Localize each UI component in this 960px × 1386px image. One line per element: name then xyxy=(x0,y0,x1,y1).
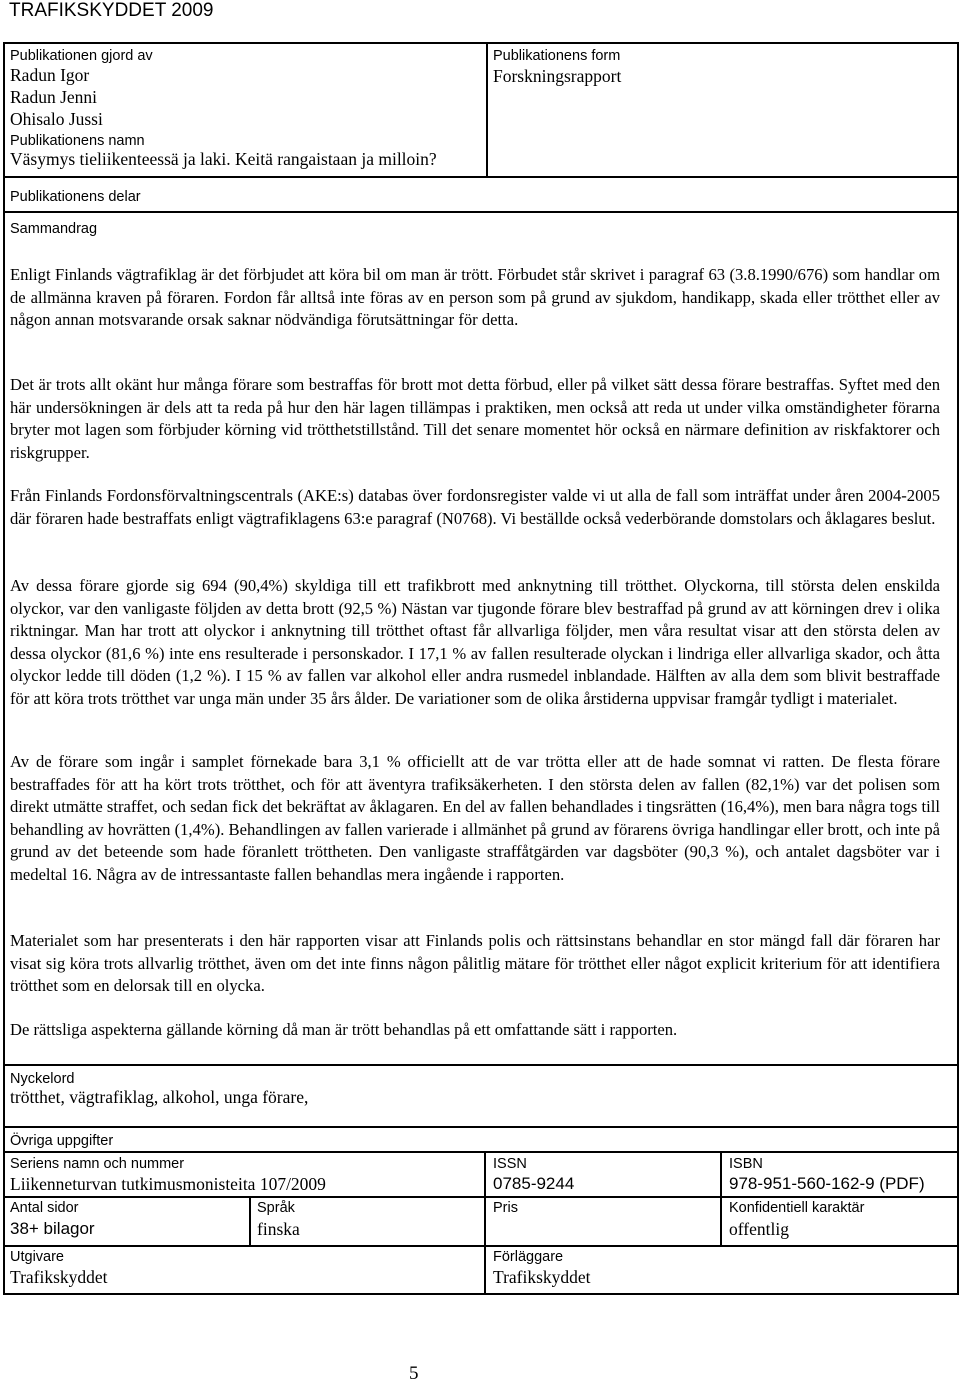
publication-form: Forskningsrapport xyxy=(493,66,622,86)
confidential-value: offentlig xyxy=(729,1219,789,1239)
col-divider-pages xyxy=(249,1196,251,1245)
summary-paragraph-3: Från Finlands Fordonsförvaltningscentrals (AKE:s) databas över fordonsregister valde vi ut alla de fall som inträffat under åren 2004-2005 där föraren hade bestraffats enligt vägtrafiklagens 63:e paragraf (N0768). Vi beställde också vederbörande domstolars och åklagares beslut. xyxy=(10,486,940,528)
distributor-value: Trafikskyddet xyxy=(493,1267,591,1287)
col-divider-issn xyxy=(720,1151,722,1245)
parts-divider xyxy=(3,211,959,213)
keywords-label: Nyckelord xyxy=(10,1071,75,1087)
page-header-title: TRAFIKSKYDDET 2009 xyxy=(9,0,214,21)
summary-paragraph-7: De rättsliga aspekterna gällande körning då man är trött behandlas på ett omfattande sätt i rapporten. xyxy=(10,1020,678,1039)
keywords-value: trötthet, vägtrafiklag, alkohol, unga förare, xyxy=(10,1087,309,1107)
summary-paragraph-5: Av de förare som ingår i samplet förnekade bara 3,1 % officiellt att de var trötta eller att de hade somnat vi ratten. De flesta förare bestraffades för att ha kört trots trötthet, och för att äventyra trafiksäkerheten. I den största delen av fallen (82,1%) var det polisen som direkt utmätte straffet, och sedan fick det bekräftat av åklagaren. En del av fallen behandlades i tingsrätten (16,4%), men bara några togs till behandling av hovrätten (1,4%). Behandlingen av fallen varierade i allmänhet på grund av förarens övriga handlingar eller brott, och inte på grund av det beteende som hade föranlett tröttheten. Den vanligaste straffåtgärden var dagsböter (90,3 %), och antalet dagsböter var i medeltal 16. Några av de intressantaste fallen behandlas mera ingående i rapporten. xyxy=(10,752,940,884)
isbn-label: ISBN xyxy=(729,1156,763,1172)
keywords-divider xyxy=(3,1064,959,1066)
series-label: Seriens namn och nummer xyxy=(10,1156,185,1172)
summary-label: Sammandrag xyxy=(10,221,98,237)
publication-form-label: Publikationens form xyxy=(493,48,621,64)
author-3: Ohisalo Jussi xyxy=(10,109,103,129)
distributor-label: Förläggare xyxy=(493,1249,564,1265)
row-divider-1 xyxy=(3,1196,959,1198)
col-divider-series xyxy=(484,1151,486,1295)
publication-name: Väsymys tieliikenteessä ja laki. Keitä rangaistaan ja milloin? xyxy=(10,149,437,169)
series-value: Liikenneturvan tutkimusmonisteita 107/2009 xyxy=(10,1174,326,1194)
top-column-divider xyxy=(486,42,488,178)
publisher-value: Trafikskyddet xyxy=(10,1267,108,1287)
summary-paragraph-6: Materialet som har presenterats i den här rapporten visar att Finlands polis och rättsinstans behandlar en stor mängd fall där föraren har visat sig köra trots allvarlig trötthet, även om det inte finns någon pålitlig mätare för trötthet eller något explicit kriterium för att identifiera trötthet som en delorsak till en olycka. xyxy=(10,931,940,996)
language-value: finska xyxy=(257,1219,300,1239)
top-section-divider xyxy=(3,176,959,178)
summary-paragraph-1: Enligt Finlands vägtrafiklag är det förbjudet att köra bil om man är trött. Förbudet står skrivet i paragraf 63 (3.8.1990/676) som handlar om de allmänna kraven på föraren. Fordon får alltså inte föras av en person som på grund av sjukdom, handikapp, skada eller trötthet eller av någon annan motsvarande orsak saknar nödvändiga förutsättningar för detta. xyxy=(10,265,940,330)
pages-value: 38+ bilagor xyxy=(10,1219,95,1238)
other-info-divider xyxy=(3,1126,959,1128)
confidential-label: Konfidentiell karaktär xyxy=(729,1200,865,1216)
row-divider-2 xyxy=(3,1245,959,1247)
made-by-label: Publikationen gjord av xyxy=(10,48,153,64)
price-label: Pris xyxy=(493,1200,518,1216)
publication-parts-label: Publikationens delar xyxy=(10,189,141,205)
issn-label: ISSN xyxy=(493,1156,527,1172)
publication-name-label: Publikationens namn xyxy=(10,133,145,149)
summary-paragraph-4: Av dessa förare gjorde sig 694 (90,4%) skyldiga till ett trafikbrott med anknytning till trötthet. Olyckorna, till största delen enskilda olyckor, var den vanligaste följden av detta brott (92,5 %) Nästan var tjugonde förare blev bestraffad på grund av att körningen drev i olika riktningar. Man har trott att olyckor i anknytning till trötthet oftast får allvarliga följder, men våra resultat visar att den största delen av dessa olyckor (81,6 %) inte ens resulterade i personskador. I 17,1 % av fallen resulterade olyckan i lindriga eller allvarliga skador, och åtta olyckor ledde till döden (1,2 %). I 15 % av fallen var alkohol eller andra rusmedel inblandade. Hälften av alla dem som blivit bestraffade för att köra trots trötthet var unga män under 35 års ålder. De variationer som de olika årstiderna uppvisar framgår tydligt i materialet. xyxy=(10,576,940,708)
summary-paragraph-2: Det är trots allt okänt hur många förare som bestraffas för brott mot detta förbud, eller på vilket sätt dessa förare bestraffas. Syftet med den här undersökningen är dels att ta reda på hur den här lagen tillämpas i praktiken, men också att reda ut under vilka omständigheter förarna bryter mot lagen som förbjuder körning vid trötthetstillstånd. Till det senare momentet hör också en närmare definition av riskfaktorer och riskgrupper. xyxy=(10,375,940,462)
other-info-label: Övriga uppgifter xyxy=(10,1133,114,1149)
isbn-value: 978-951-560-162-9 (PDF) xyxy=(729,1174,925,1193)
pages-label: Antal sidor xyxy=(10,1200,79,1216)
language-label: Språk xyxy=(257,1200,295,1216)
publisher-label: Utgivare xyxy=(10,1249,64,1265)
issn-value: 0785-9244 xyxy=(493,1174,575,1193)
author-1: Radun Igor xyxy=(10,65,90,85)
author-2: Radun Jenni xyxy=(10,87,98,107)
page-number: 5 xyxy=(409,1363,419,1384)
other-info-inner-divider xyxy=(3,1151,959,1153)
